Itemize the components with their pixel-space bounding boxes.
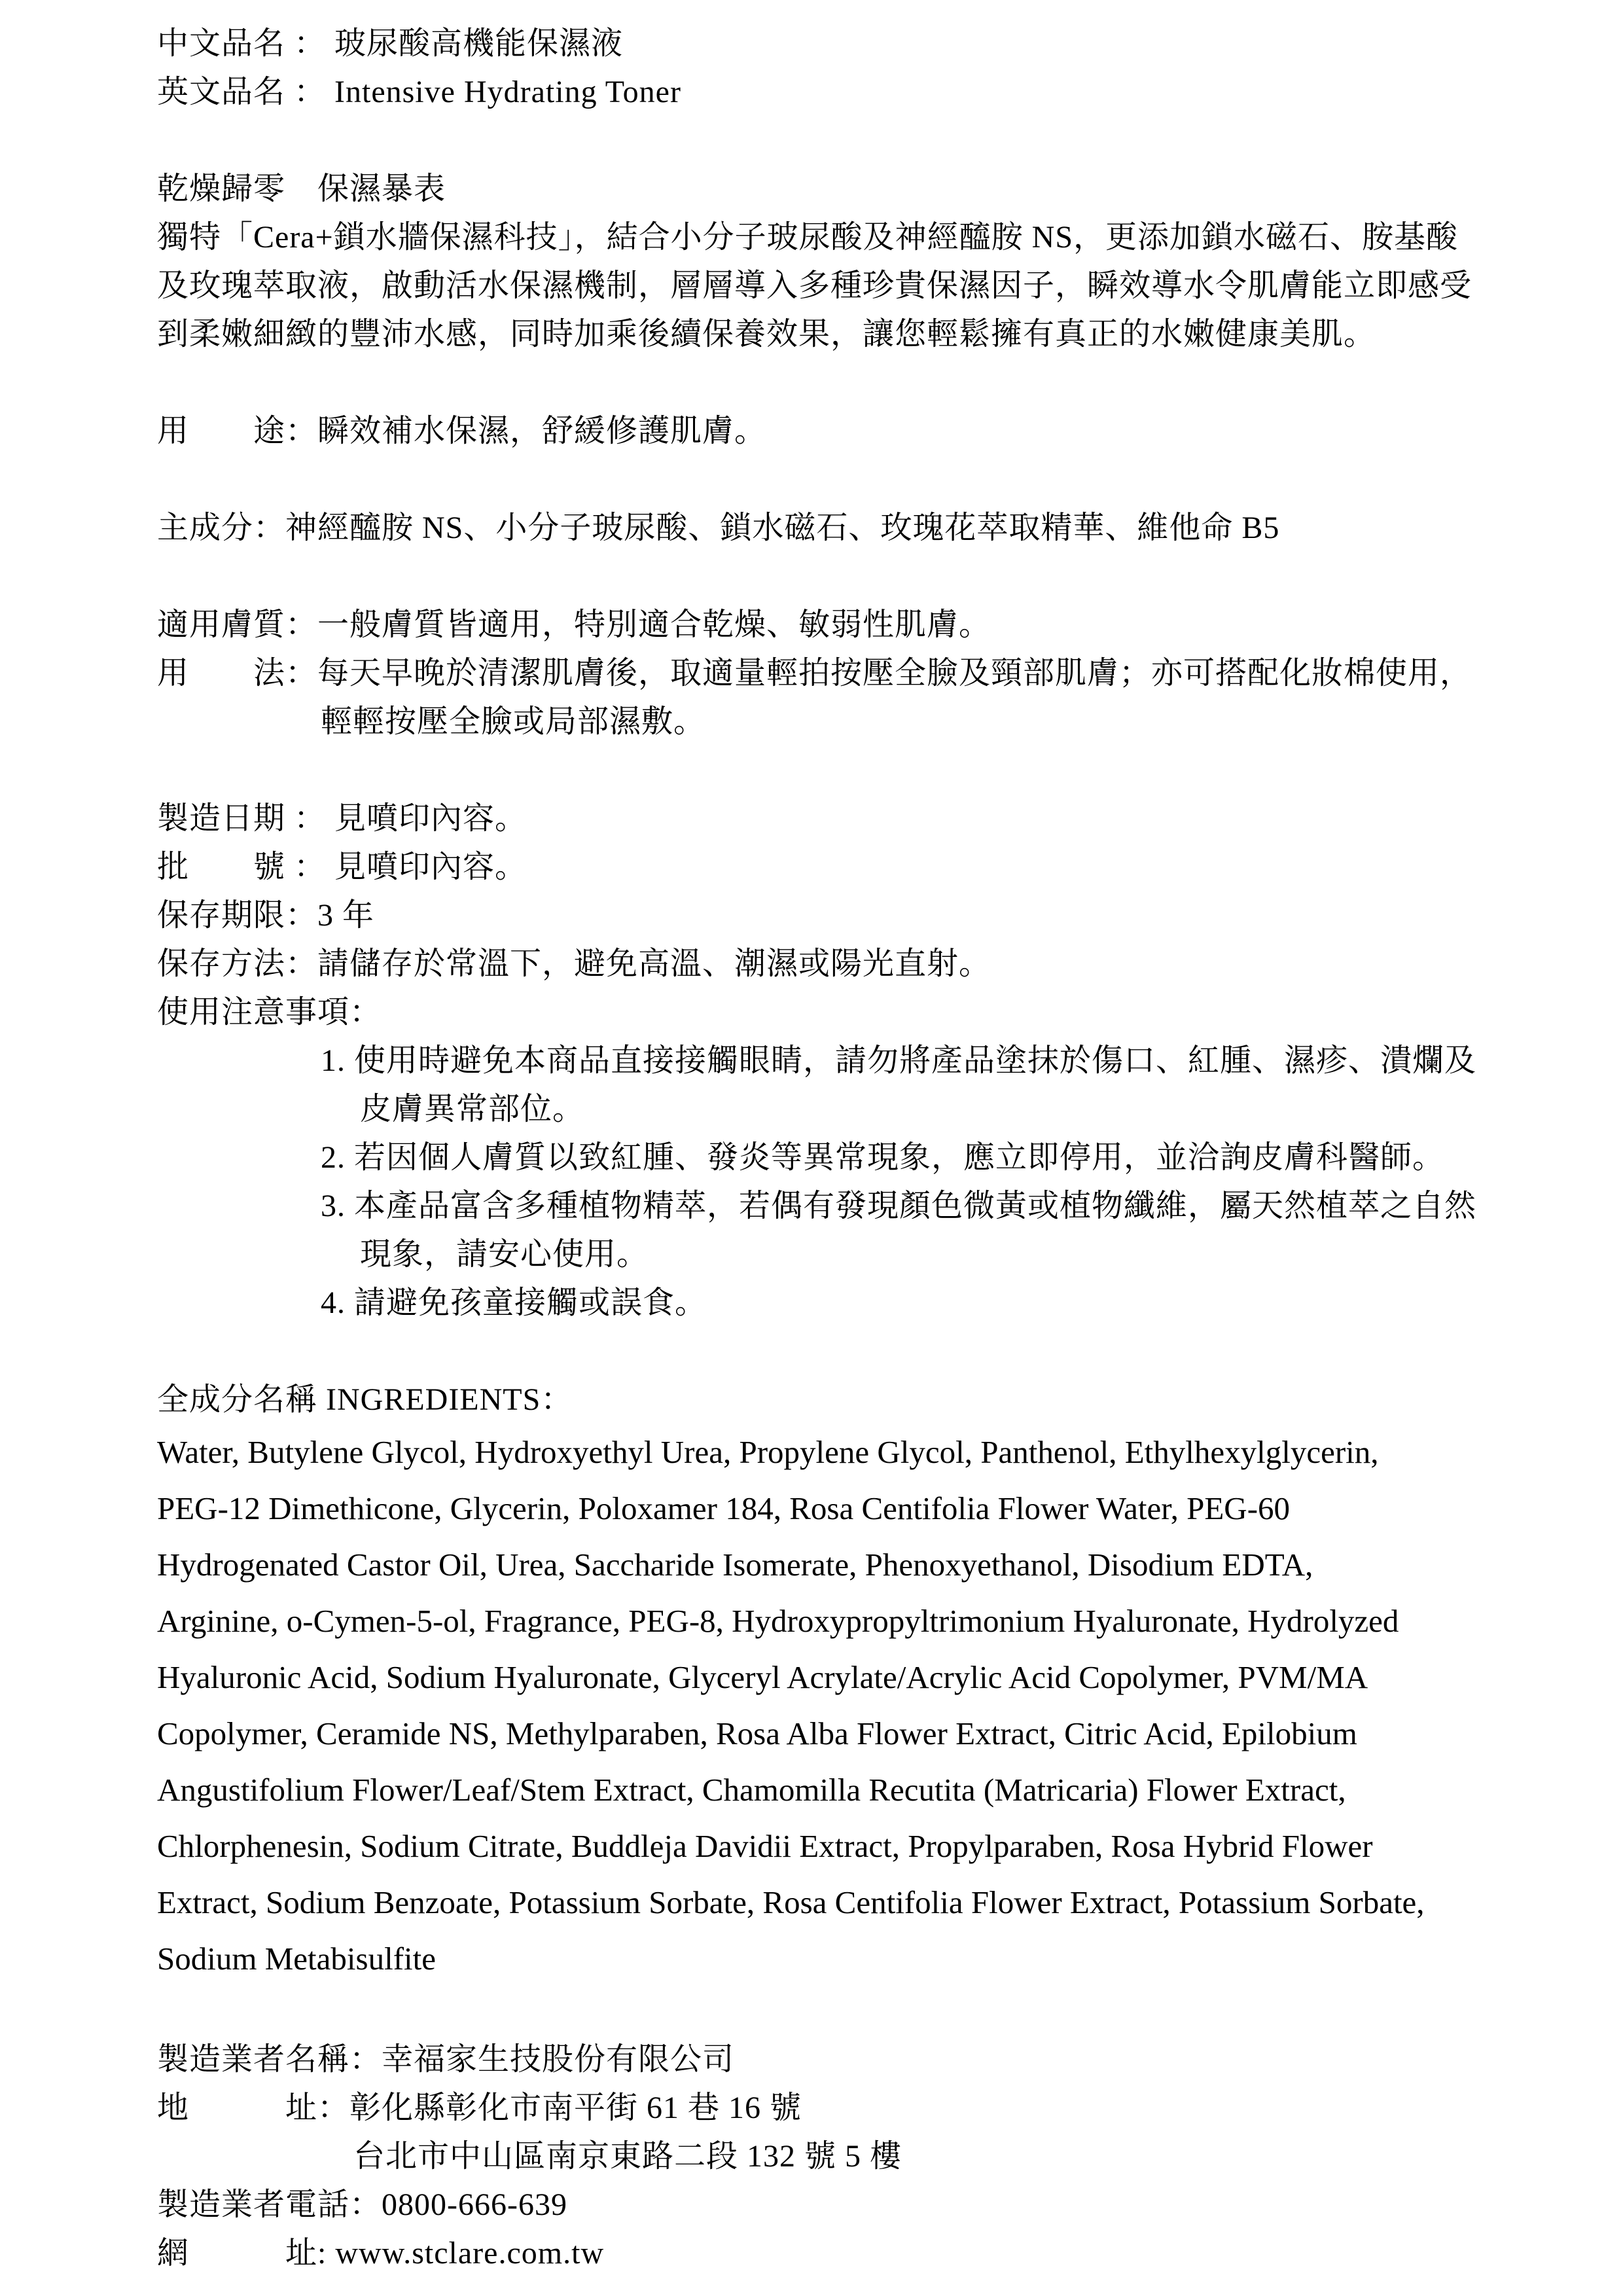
mfg-date-line: 製造日期 ： 見噴印內容。 [157,801,527,836]
precaution-1-line: 1. 使用時避免本商品直接接觸眼睛，請勿將產品塗抹於傷口、紅腫、濕疹、潰爛及 [321,1043,1477,1078]
blank-line [157,117,1538,165]
ingredients-line-4: Arginine, o-Cymen-5-ol, Fragrance, PEG-8, Hydroxypropyltrimonium Hyaluronate, Hydrolyzed [157,1603,1399,1639]
ingredients-line-8: Chlorphenesin, Sodium Citrate, Buddleja Davidii Extract, Propylparaben, Rosa Hybrid Flower [157,1828,1373,1864]
website-line: 網 址: www.stclare.com.tw [157,2236,605,2270]
ingredients-line-10: Sodium Metabisulfite [157,1941,436,1977]
batch-no-line: 批 號 ： 見噴印內容。 [157,850,527,884]
phone-line: 製造業者電話：0800-666-639 [157,2187,567,2222]
ingredients-line-5: Hyaluronic Acid, Sodium Hyaluronate, Glyceryl Acrylate/Acrylic Acid Copolymer, PVM/MA [157,1659,1368,1695]
blank-line [157,359,1538,407]
main-ingredients-line: 主成分：神經醯胺 NS、小分子玻尿酸、鎖水磁石、玫瑰花萃取精華、維他命 B5 [157,511,1280,545]
manufacturer-name-line: 製造業者名稱：幸福家生技股份有限公司 [157,2042,735,2077]
shelf-life-line: 保存期限：3 年 [157,898,375,933]
storage-line: 保存方法：請儲存於常溫下，避免高溫、潮濕或陽光直射。 [157,946,991,981]
cn-product-name-line: 中文品名 ： 玻尿酸高機能保濕液 [157,26,624,61]
skin-type-line: 適用膚質：一般膚質皆適用，特別適合乾燥、敏弱性肌膚。 [157,607,991,642]
precaution-2-line: 2. 若因個人膚質以致紅腫、發炎等異常現象，應立即停用，並洽詢皮膚科醫師。 [321,1140,1445,1175]
blank-line [157,1987,1538,2036]
ingredients-line-2: PEG-12 Dimethicone, Glycerin, Poloxamer 184, Rosa Centifolia Flower Water, PEG-60 [157,1490,1291,1526]
precaution-4-line: 4. 請避免孩童接觸或誤食。 [321,1285,707,1320]
blank-line [157,456,1538,504]
precautions-header-line: 使用注意事項： [157,995,382,1030]
document-body [157,20,1538,2278]
blank-line [157,552,1538,601]
ingredients-line-3: Hydrogenated Castor Oil, Urea, Saccharide Isomerate, Phenoxyethanol, Disodium EDTA, [157,1547,1313,1583]
description-line-1: 獨特「Cera+鎖水牆保濕科技」，結合小分子玻尿酸及神經醯胺 NS，更添加鎖水磁石、胺基酸 [157,220,1459,255]
address-line-1: 地 址：彰化縣彰化市南平街 61 巷 16 號 [157,2090,802,2125]
en-product-name-line: 英文品名 ： Intensive Hydrating Toner [157,75,681,109]
application-line-2: 輕輕按壓全臉或局部濕敷。 [321,704,706,739]
description-line-2: 及玫瑰萃取液，啟動活水保濕機制，層層導入多種珍貴保濕因子，瞬效導水令肌膚能立即感受 [157,268,1472,303]
usage-line: 用 途：瞬效補水保濕，舒緩修護肌膚。 [157,414,767,448]
ingredients-header-line: 全成分名稱 INGREDIENTS： [157,1382,573,1417]
precaution-1-cont-line: 皮膚異常部位。 [360,1092,585,1126]
precaution-3-cont-line: 現象，請安心使用。 [360,1237,649,1272]
blank-line [157,746,1538,795]
address-line-2: 台北市中山區南京東路二段 132 號 5 樓 [353,2139,902,2174]
ingredients-line-1: Water, Butylene Glycol, Hydroxyethyl Urea, Propylene Glycol, Panthenol, Ethylhexylglycerin, [157,1434,1379,1470]
application-line-1: 用 法：每天早晚於清潔肌膚後，取適量輕拍按壓全臉及頸部肌膚；亦可搭配化妝棉使用， [157,656,1472,691]
description-line-3: 到柔嫩細緻的豐沛水感，同時加乘後續保養效果，讓您輕鬆擁有真正的水嫩健康美肌。 [157,317,1376,351]
ingredients-line-6: Copolymer, Ceramide NS, Methylparaben, Rosa Alba Flower Extract, Citric Acid, Epilobium [157,1715,1357,1751]
ingredients-line-7: Angustifolium Flower/Leaf/Stem Extract, Chamomilla Recutita (Matricaria) Flower Extract, [157,1772,1346,1808]
blank-line [157,1327,1538,1376]
precaution-3-line: 3. 本產品富含多種植物精萃，若偶有發現顏色微黃或植物纖維，屬天然植萃之自然 [321,1189,1477,1223]
slogan-line: 乾燥歸零 保濕暴表 [157,171,446,206]
ingredients-line-9: Extract, Sodium Benzoate, Potassium Sorbate, Rosa Centifolia Flower Extract, Potassium Sorbate, [157,1884,1425,1920]
